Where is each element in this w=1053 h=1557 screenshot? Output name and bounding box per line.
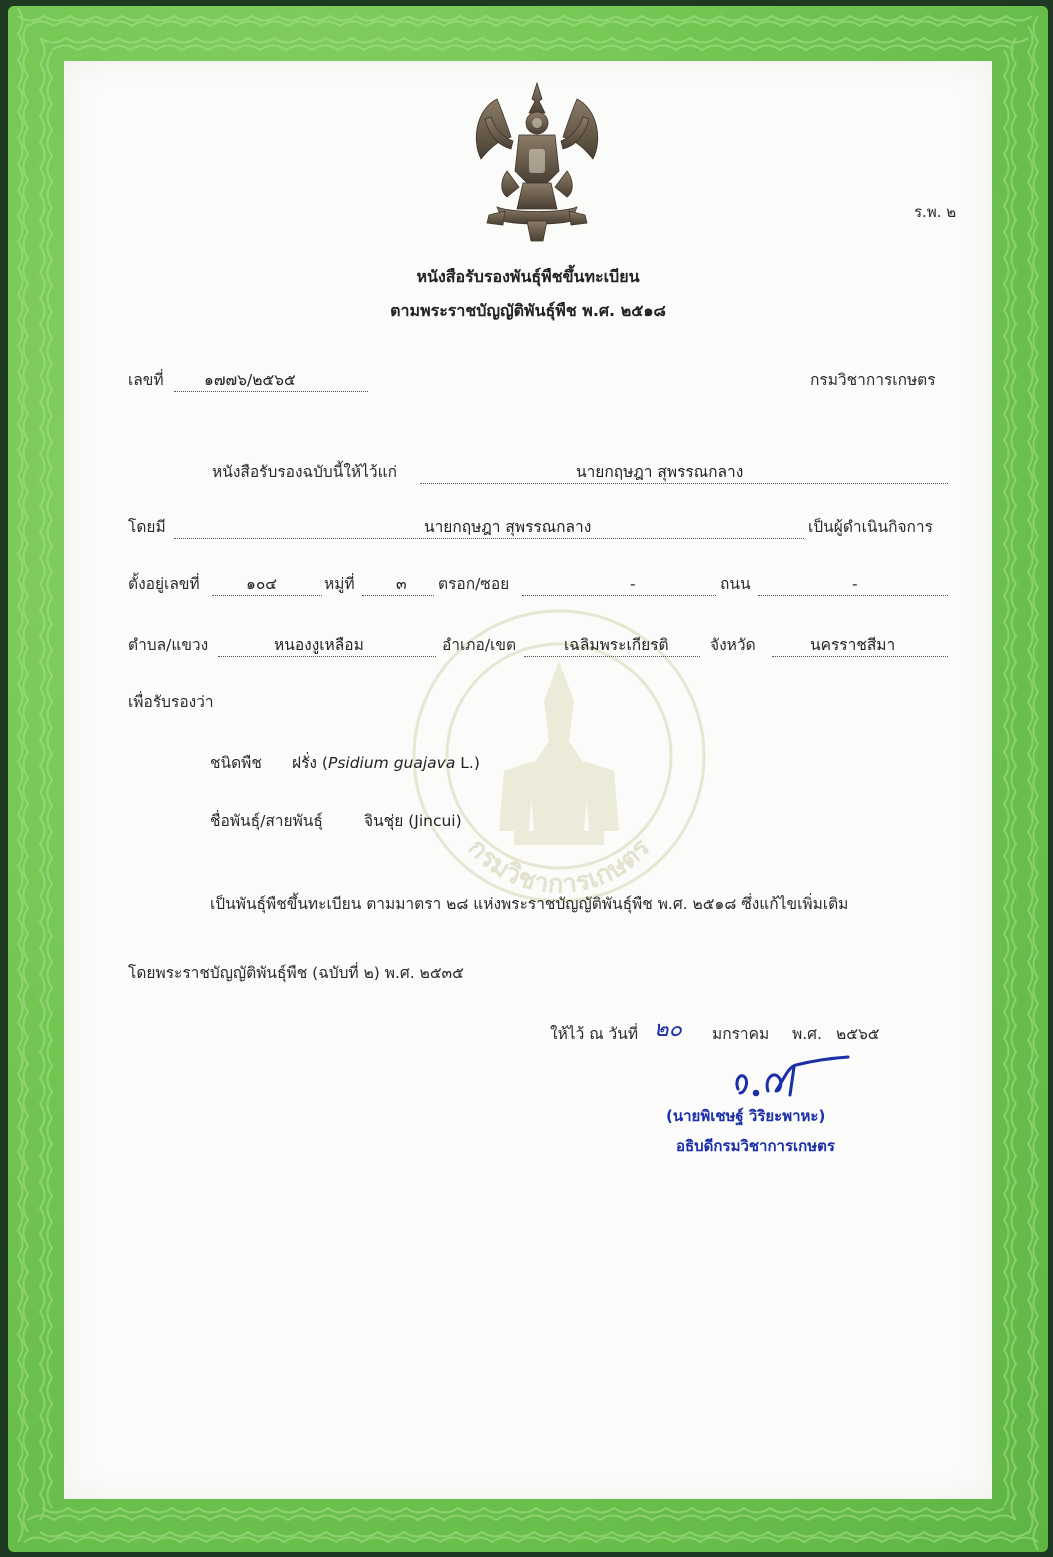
plant-type-value-line [292, 756, 480, 772]
tambon-label: ตำบล/แขวง [128, 636, 209, 654]
house-dots [212, 595, 322, 596]
number-value: ๑๗๗๖/๒๕๖๕ [204, 371, 296, 389]
certificate-paper [64, 61, 992, 1499]
by-value: นายกฤษฎา สุพรรณกลาง [424, 518, 592, 536]
scallop-line [48, 52, 53, 1508]
moo-value: ๓ [396, 575, 407, 593]
plant-type-label: ชนิดพืช [210, 754, 262, 772]
plant-type-value: ฝรั่ง [292, 754, 317, 772]
scallop-line [24, 1538, 1038, 1543]
title-line-1: หนังสือรับรองพันธุ์พืชขึ้นทะเบียน [416, 267, 640, 286]
form-code: ร.พ. ๒ [914, 203, 957, 221]
certify-label: เพื่อรับรองว่า [128, 693, 214, 711]
province-dots [772, 656, 948, 657]
number-dots [174, 391, 368, 392]
body-line-1: เป็นพันธุ์พืชขึ้นทะเบียน ตามมาตรา ๒๘ แห่งพระราชบัญญัติพันธุ์พืช พ.ศ. ๒๕๑๘ ซึ่งแก้ไขเพิ่มเติม [210, 895, 849, 913]
scallop-line [40, 38, 1028, 43]
scallop-line [40, 1532, 1028, 1537]
issued-to-value: นายกฤษฎา สุพรรณกลาง [576, 463, 744, 481]
signer-name: (นายพิเชษฐ์ วิริยะพาหะ) [666, 1107, 826, 1125]
scallop-line [28, 1516, 1016, 1521]
signature-image [724, 1049, 864, 1109]
by-label: โดยมี [128, 518, 166, 536]
date-day: ๒๐ [654, 1017, 682, 1042]
scallop-line [18, 8, 23, 1542]
variety-label: ชื่อพันธุ์/สายพันธุ์ [210, 812, 323, 830]
issued-to-dots [420, 483, 948, 484]
road-dots [758, 595, 948, 596]
scallop-line [42, 1508, 1004, 1513]
scallop-line [18, 16, 1032, 21]
amphoe-dots [524, 656, 700, 657]
issued-to-label: หนังสือรับรองฉบับนี้ให้ไว้แก่ [212, 463, 398, 481]
province-label: จังหวัด [710, 636, 756, 654]
scallop-line [1028, 26, 1033, 1534]
scallop-line [24, 24, 29, 1532]
department-name: กรมวิชาการเกษตร [810, 371, 936, 389]
date-prefix: ให้ไว้ ณ วันที่ [550, 1025, 639, 1043]
body-line-2: โดยพระราชบัญญัติพันธุ์พืช (ฉบับที่ ๒) พ.ศ. ๒๕๓๕ [128, 964, 464, 982]
moo-label: หมู่ที่ [324, 575, 355, 593]
plant-type-sci-open: ( [321, 754, 328, 772]
plant-type-sci-close: L.) [455, 754, 480, 772]
signer-title: อธิบดีกรมวิชาการเกษตร [676, 1137, 835, 1155]
soi-value: - [630, 575, 636, 593]
amphoe-value: เฉลิมพระเกียรติ [564, 636, 669, 654]
soi-dots [522, 595, 716, 596]
number-label: เลขที่ [128, 371, 164, 389]
house-label: ตั้งอยู่เลขที่ [128, 575, 200, 593]
house-value: ๑๐๔ [246, 575, 278, 593]
plant-type-scientific: Psidium guajava [327, 754, 456, 772]
garuda-emblem-icon [467, 79, 607, 249]
tambon-dots [218, 656, 436, 657]
operator-label: เป็นผู้ดำเนินกิจการ [808, 518, 933, 536]
scallop-line [1012, 38, 1017, 1520]
variety-value: จินชุ่ย (Jincui) [364, 812, 462, 830]
scallop-line [40, 38, 45, 1520]
soi-label: ตรอก/ซอย [438, 575, 510, 593]
scallop-line [28, 22, 1016, 27]
scallop-line [1004, 50, 1009, 1506]
seal-text: กรมวิชาการเกษตร [461, 833, 657, 900]
title-line-2: ตามพระราชบัญญัติพันธุ์พืช พ.ศ. ๒๕๑๘ [390, 301, 666, 320]
by-dots [174, 538, 804, 539]
road-label: ถนน [720, 575, 751, 593]
amphoe-label: อำเภอ/เขต [442, 636, 517, 654]
certificate-border [8, 6, 1048, 1552]
road-value: - [852, 575, 858, 593]
tambon-value: หนองงูเหลือม [274, 636, 364, 654]
scallop-line [52, 46, 1014, 51]
scallop-line [1034, 16, 1039, 1550]
moo-dots [362, 595, 434, 596]
date-year-label: พ.ศ. [792, 1025, 822, 1043]
province-value: นครราชสีมา [810, 636, 896, 654]
date-month: มกราคม [712, 1025, 770, 1043]
date-year: ๒๕๖๕ [836, 1025, 880, 1043]
